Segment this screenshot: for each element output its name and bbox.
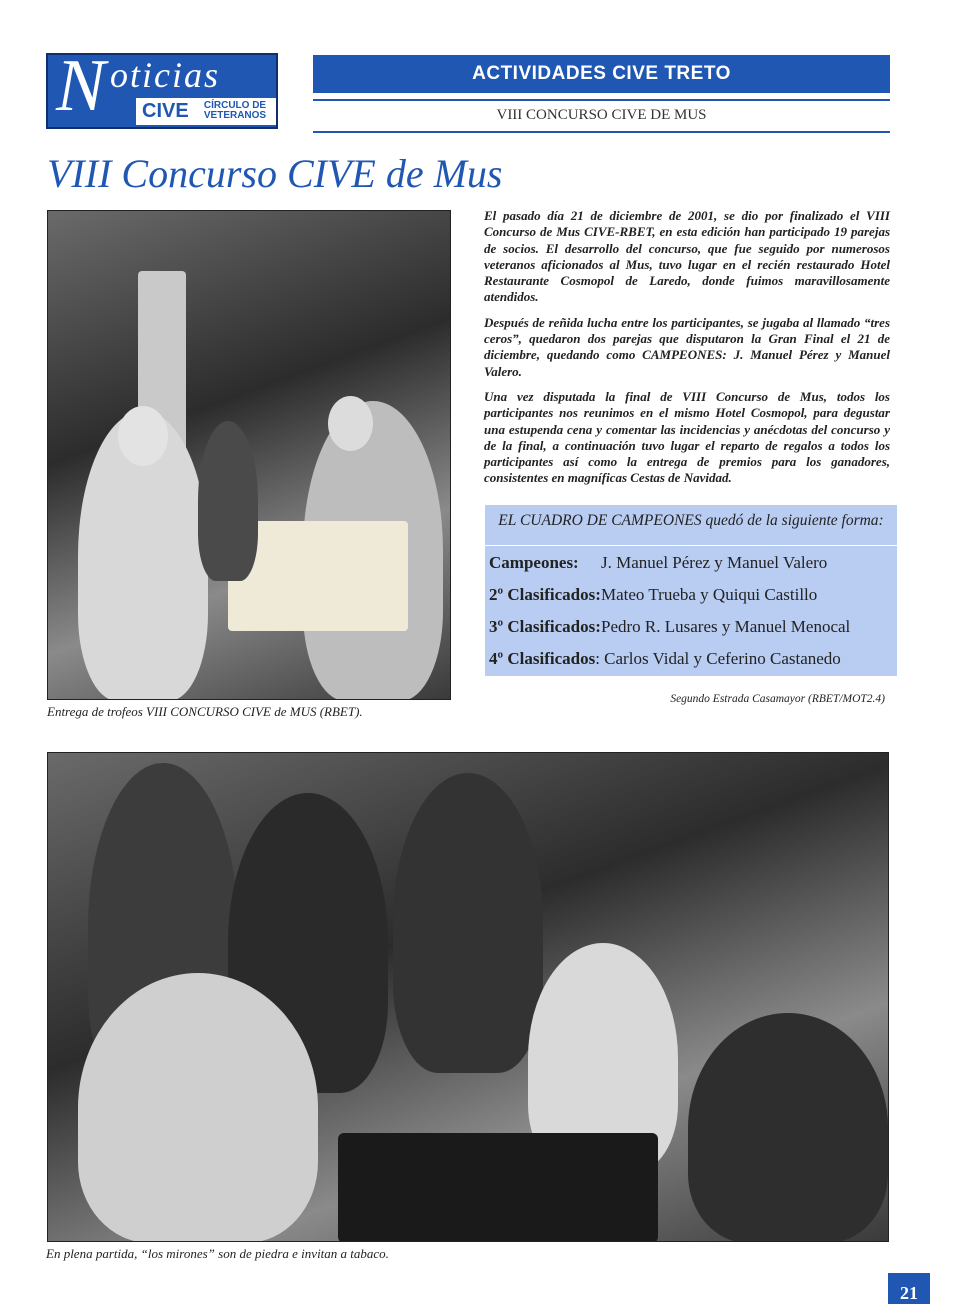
article-paragraph: Una vez disputada la final de VIII Concurso de Mus, todos los participantes nos reunimos en el mismo Hotel Cosmopol, para degustar una estupenda cena y comentar las incidencias y anécdotas del concurso y de la final, a continuación tuvo lugar el reparto de regalos a todos los participantes así como la entrega de premios para los ganadores, consistentes en magníficas Cestas de Navidad. [484, 388, 890, 486]
champions-row [489, 553, 827, 573]
champions-label: 4º Clasificados [489, 649, 596, 668]
logo-band [136, 98, 276, 125]
header-rule-top [313, 99, 890, 101]
champions-value: Pedro R. Lusares y Manuel Menocal [601, 617, 851, 636]
logo-initial: N [56, 45, 106, 127]
champions-value: Mateo Trueba y Quiqui Castillo [601, 585, 818, 604]
author-signature: Segundo Estrada Casamayor (RBET/MOT2.4) [670, 693, 885, 705]
logo-brand: CIVE [142, 100, 189, 122]
photo-caption: Entrega de trofeos VIII CONCURSO CIVE de MUS (RBET). [47, 704, 363, 719]
page-title: VIII Concurso CIVE de Mus [47, 151, 503, 196]
photo-person-middle [198, 421, 258, 581]
trophy-ceremony-photo [47, 210, 451, 700]
header-rule-bottom [313, 131, 890, 133]
logo-word: oticias [110, 55, 220, 95]
champions-heading: EL CUADRO DE CAMPEONES quedó de la siguiente forma: [498, 512, 884, 529]
article-paragraph: Después de reñida lucha entre los participantes, se jugaba al llamado “tres ceros”, quedaron dos parejas que disputaron la Gran Final el 21 de diciembre, quedando como CAMPEONES: J. Manuel Pérez y Manuel Valero. [484, 314, 890, 379]
photo-person-seated [688, 1013, 888, 1242]
champions-value: J. Manuel Pérez y Manuel Valero [601, 553, 828, 572]
article-body [484, 208, 890, 496]
champions-row [489, 585, 817, 605]
photo-card-table [338, 1133, 658, 1242]
section-banner: ACTIVIDADES CIVE TRETO [313, 55, 890, 93]
card-game-photo [47, 752, 889, 1242]
logo-subtitle: CÍRCULO DE VETERANOS [203, 100, 267, 121]
noticias-cive-logo [46, 45, 278, 129]
photo-person-standing [393, 773, 543, 1073]
photo-head [118, 406, 168, 466]
page-number: 21 [888, 1273, 930, 1304]
section-subtitle: VIII CONCURSO CIVE DE MUS [496, 107, 707, 123]
champions-row [489, 649, 841, 669]
photo-head [328, 396, 373, 451]
champions-box [485, 505, 897, 676]
champions-label: 3º Clasificados: [489, 617, 601, 636]
champions-value: : Carlos Vidal y Ceferino Castanedo [595, 649, 841, 668]
champions-divider [485, 545, 897, 546]
champions-label: 2º Clasificados: [489, 585, 601, 604]
champions-label: Campeones: [489, 553, 579, 572]
photo-caption: En plena partida, “los mirones” son de piedra e invitan a tabaco. [46, 1246, 389, 1261]
champions-row [489, 617, 850, 637]
article-paragraph: El pasado día 21 de diciembre de 2001, se dio por finalizado el VIII Concurso de Mus CIVE-RBET, en esta edición han participado 19 parejas de socios. El desarrollo del concurso, que fue seguido por numerosos veteranos aficionados al Mus, tuvo lugar en el recién restaurado Hotel Restaurante Cosmopol de Laredo, donde fuimos maravillosamente atendidos. [484, 208, 890, 305]
photo-person-seated [78, 973, 318, 1242]
